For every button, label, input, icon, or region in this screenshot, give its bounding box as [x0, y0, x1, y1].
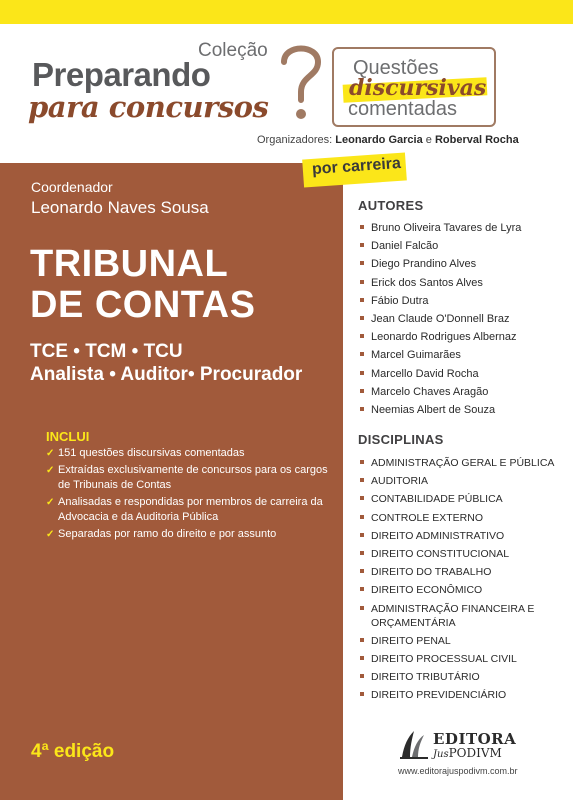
inclui-heading: INCLUI — [46, 429, 90, 444]
collection-label: Coleção — [198, 40, 268, 61]
book-title-line-2: DE CONTAS — [30, 284, 256, 326]
inclui-item: ✓ Extraídas exclusivamente de concursos para os cargos de Tribunais de Contas — [46, 463, 336, 493]
book-title — [30, 244, 255, 326]
publisher-url: www.editorajuspodivm.com.br — [398, 766, 518, 776]
author-item: Jean Claude O'Donnell Braz — [360, 310, 560, 328]
publisher-name: EDITORA — [433, 730, 517, 748]
book-subtitle — [30, 340, 302, 386]
organizador-1: Leonardo Garcia — [335, 134, 423, 146]
discipline-item: DIREITO CONSTITUCIONAL — [360, 545, 560, 563]
publisher-logo-icon — [398, 727, 430, 761]
inclui-list — [46, 446, 336, 544]
author-item: Diego Prandino Alves — [360, 255, 560, 273]
coordenador-name: Leonardo Naves Sousa — [31, 198, 209, 217]
author-item: Bruno Oliveira Tavares de Lyra — [360, 219, 560, 237]
author-item: Marcel Guimarães — [360, 346, 560, 364]
collection-title-preparando: Preparando — [32, 56, 211, 93]
organizadores-line — [257, 134, 519, 146]
disciplinas-heading: DISCIPLINAS — [358, 432, 444, 447]
discipline-item: ADMINISTRAÇÃO GERAL E PÚBLICA — [360, 454, 560, 472]
discipline-item: DIREITO PROCESSUAL CIVIL — [360, 650, 560, 668]
author-item: Daniel Falcão — [360, 237, 560, 255]
inclui-item: ✓ 151 questões discursivas comentadas — [46, 446, 336, 461]
author-item: Leonardo Rodrigues Albernaz — [360, 328, 560, 346]
por-carreira-text: por carreira — [311, 154, 402, 179]
discipline-item: DIREITO PENAL — [360, 632, 560, 650]
inclui-item: ✓ Analisadas e respondidas por membros de carreira da Advocacia e da Auditoria Pública — [46, 495, 336, 525]
coordenador-label: Coordenador — [31, 179, 113, 195]
subtitle-careers: Analista • Auditor• Procurador — [30, 364, 303, 385]
top-yellow-bar — [0, 0, 573, 24]
organizador-2: Roberval Rocha — [434, 134, 519, 146]
edition-label: 4ª edição — [31, 741, 115, 762]
organizadores-label: Organizadores: — [257, 134, 333, 146]
book-title-line-1: TRIBUNAL — [30, 243, 229, 285]
collection-title-para-concursos: para concursos — [28, 90, 269, 124]
discipline-item: CONTABILIDADE PÚBLICA — [360, 490, 560, 508]
discursivas-text: discursivas — [349, 75, 487, 101]
autores-heading: AUTORES — [358, 198, 424, 213]
inclui-item: ✓ Separadas por ramo do direito e por assunto — [46, 527, 336, 542]
author-item: Fábio Dutra — [360, 292, 560, 310]
discipline-item: CONTROLE EXTERNO — [360, 509, 560, 527]
publisher-sub-prefix: Jus — [433, 749, 449, 760]
autores-list — [360, 219, 560, 419]
discipline-item: DIREITO PREVIDENCIÁRIO — [360, 686, 560, 704]
discipline-item: DIREITO TRIBUTÁRIO — [360, 668, 560, 686]
discipline-item: AUDITORIA — [360, 472, 560, 490]
author-item: Erick dos Santos Alves — [360, 274, 560, 292]
organizadores-conjunction: e — [425, 134, 432, 146]
discipline-item: DIREITO ADMINISTRATIVO — [360, 527, 560, 545]
discipline-item: DIREITO DO TRABALHO — [360, 563, 560, 581]
disciplinas-list — [360, 454, 560, 704]
author-item: Neemias Albert de Souza — [360, 401, 560, 419]
discipline-item: ADMINISTRAÇÃO FINANCEIRA E ORÇAMENTÁRIA — [360, 600, 560, 632]
author-item: Marcello David Rocha — [360, 365, 560, 383]
publisher-sub-main: PODIVM — [448, 746, 502, 760]
publisher-subname — [433, 746, 502, 760]
subtitle-institutions: TCE • TCM • TCU — [30, 341, 183, 362]
author-item: Marcelo Chaves Aragão — [360, 383, 560, 401]
question-mark-icon — [276, 38, 326, 128]
discipline-item: DIREITO ECONÔMICO — [360, 581, 560, 599]
questoes-text: Questões — [353, 57, 439, 79]
comentadas-text: comentadas — [348, 98, 457, 120]
